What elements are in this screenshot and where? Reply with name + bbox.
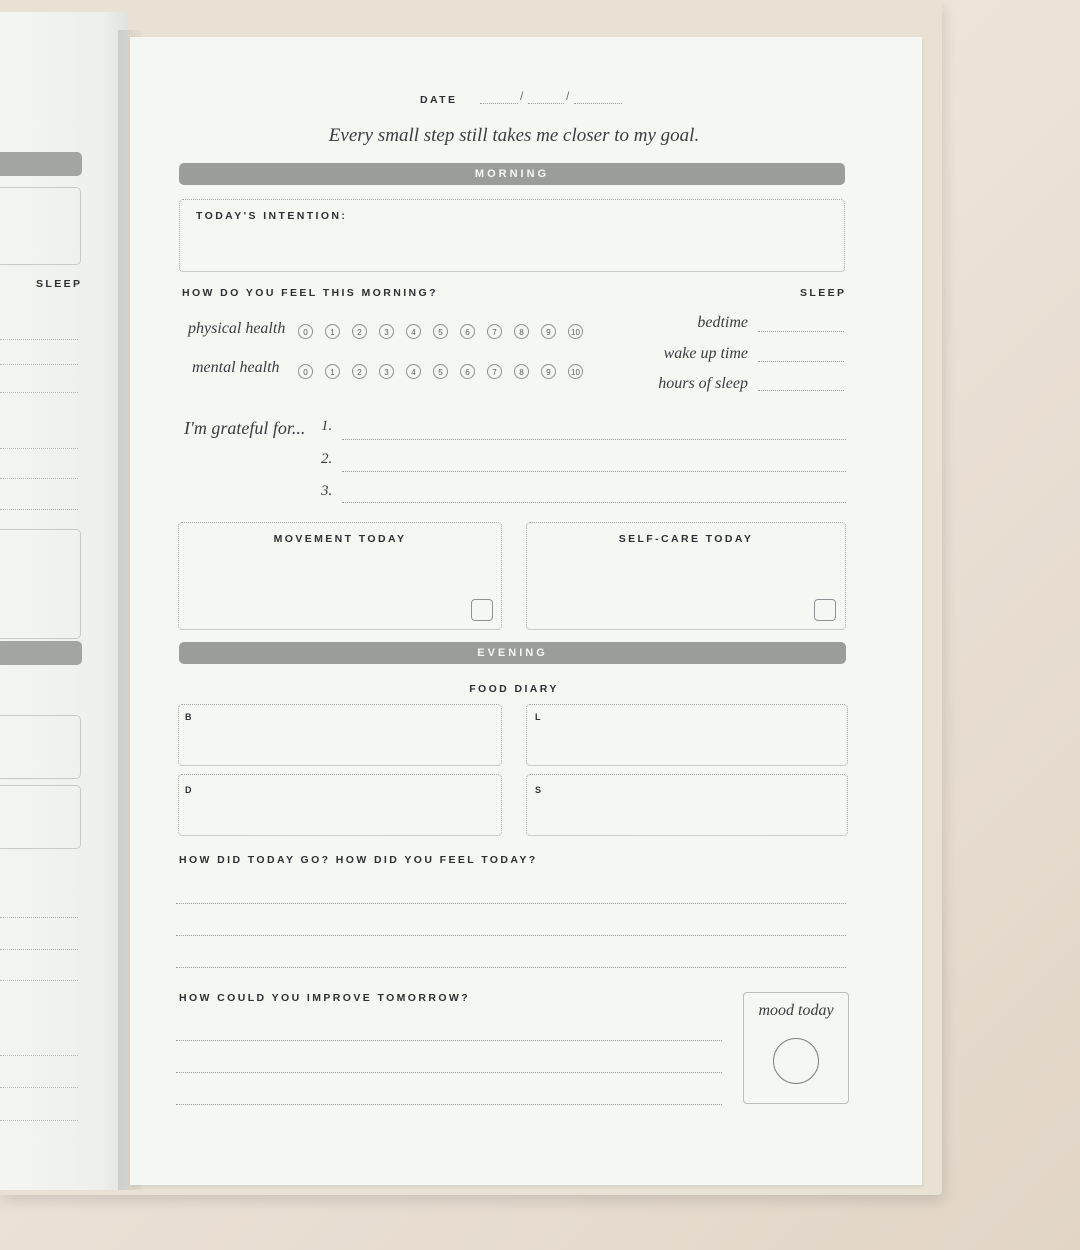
- left-page-line: [0, 478, 78, 479]
- evening-section-bar: EVENING: [179, 642, 846, 664]
- hours-of-sleep-label: hours of sleep: [658, 375, 748, 392]
- mental-health-label: mental health: [192, 359, 280, 376]
- rating-option[interactable]: 9: [541, 364, 556, 379]
- rating-option[interactable]: 3: [379, 324, 394, 339]
- left-page-food-box: [0, 715, 81, 779]
- grateful-label: I'm grateful for...: [184, 418, 306, 438]
- rating-option[interactable]: 9: [541, 324, 556, 339]
- left-page-selfcare-box: [0, 529, 81, 639]
- rating-option[interactable]: 5: [433, 324, 448, 339]
- morning-section-bar: MORNING: [179, 163, 845, 185]
- left-page-line: [0, 509, 78, 510]
- bedtime-field[interactable]: [758, 331, 844, 332]
- breakfast-label: B: [185, 712, 193, 722]
- left-page-line: [0, 1120, 78, 1121]
- left-page-line: [0, 980, 78, 981]
- journal-page: [130, 37, 922, 1185]
- dinner-box[interactable]: [178, 774, 502, 836]
- mood-today-box[interactable]: [743, 992, 849, 1104]
- grateful-line-1[interactable]: [342, 439, 846, 440]
- mood-today-label: mood today: [758, 1002, 834, 1019]
- rating-option[interactable]: 4: [406, 324, 421, 339]
- grateful-number: 3.: [321, 483, 333, 499]
- mental-health-scale[interactable]: [298, 362, 595, 380]
- date-separator: /: [520, 89, 524, 103]
- left-page-evening-bar: [0, 641, 82, 665]
- selfcare-label: SELF-CARE TODAY: [618, 533, 754, 545]
- left-page-line: [0, 448, 78, 449]
- reflection-line-3[interactable]: [176, 967, 846, 968]
- left-page: [0, 12, 128, 1190]
- left-page-line: [0, 364, 78, 365]
- grateful-number: 1.: [321, 418, 333, 434]
- rating-option[interactable]: 10: [568, 324, 583, 339]
- bedtime-label: bedtime: [697, 314, 748, 331]
- physical-health-scale[interactable]: [298, 322, 595, 340]
- date-label: DATE: [420, 94, 458, 106]
- rating-option[interactable]: 8: [514, 324, 529, 339]
- rating-option[interactable]: 0: [298, 364, 313, 379]
- breakfast-box[interactable]: [178, 704, 502, 766]
- left-page-intention-box: [0, 187, 81, 265]
- rating-option[interactable]: 7: [487, 324, 502, 339]
- date-day-field[interactable]: [480, 103, 518, 104]
- improve-label: HOW COULD YOU IMPROVE TOMORROW?: [179, 992, 471, 1004]
- rating-option[interactable]: 6: [460, 364, 475, 379]
- mood-circle-icon[interactable]: [773, 1038, 819, 1084]
- rating-option[interactable]: 1: [325, 324, 340, 339]
- quote-text: Every small step still takes me closer to my goal.: [328, 125, 700, 146]
- left-page-sleep-label: SLEEP: [36, 278, 83, 290]
- rating-option[interactable]: 4: [406, 364, 421, 379]
- grateful-line-2[interactable]: [342, 471, 846, 472]
- left-page-morning-bar: [0, 152, 82, 176]
- improve-line-2[interactable]: [176, 1072, 722, 1073]
- snacks-box[interactable]: [526, 774, 848, 836]
- lunch-box[interactable]: [526, 704, 848, 766]
- left-page-line: [0, 949, 78, 950]
- left-page-line: [0, 1087, 78, 1088]
- left-page-line: [0, 339, 78, 340]
- intention-label: TODAY'S INTENTION:: [196, 210, 348, 222]
- hours-of-sleep-field[interactable]: [758, 390, 844, 391]
- improve-line-3[interactable]: [176, 1104, 722, 1105]
- grateful-number: 2.: [321, 451, 333, 467]
- selfcare-checkbox[interactable]: [814, 599, 836, 621]
- movement-label: MOVEMENT TODAY: [273, 533, 407, 545]
- movement-checkbox[interactable]: [471, 599, 493, 621]
- reflection-line-2[interactable]: [176, 935, 846, 936]
- lunch-label: L: [535, 712, 542, 722]
- left-page-line: [0, 392, 78, 393]
- intention-box[interactable]: [179, 199, 845, 272]
- dinner-label: D: [185, 785, 193, 795]
- grateful-line-3[interactable]: [342, 502, 846, 503]
- rating-option[interactable]: 1: [325, 364, 340, 379]
- reflection-line-1[interactable]: [176, 903, 846, 904]
- rating-option[interactable]: 6: [460, 324, 475, 339]
- food-diary-label: FOOD DIARY: [469, 683, 559, 695]
- physical-health-label: physical health: [188, 320, 286, 337]
- date-year-field[interactable]: [574, 103, 622, 104]
- rating-option[interactable]: 2: [352, 324, 367, 339]
- movement-box[interactable]: [178, 522, 502, 630]
- wake-up-time-label: wake up time: [663, 345, 748, 362]
- rating-option[interactable]: 2: [352, 364, 367, 379]
- wake-up-time-field[interactable]: [758, 361, 844, 362]
- improve-line-1[interactable]: [176, 1040, 722, 1041]
- date-month-field[interactable]: [528, 103, 564, 104]
- feel-label: HOW DO YOU FEEL THIS MORNING?: [182, 287, 438, 299]
- rating-option[interactable]: 10: [568, 364, 583, 379]
- rating-option[interactable]: 0: [298, 324, 313, 339]
- rating-option[interactable]: 8: [514, 364, 529, 379]
- left-page-food-box: [0, 785, 81, 849]
- left-page-line: [0, 1055, 78, 1056]
- how-did-today-go-label: HOW DID TODAY GO? HOW DID YOU FEEL TODAY?: [179, 854, 538, 866]
- rating-option[interactable]: 3: [379, 364, 394, 379]
- selfcare-box[interactable]: [526, 522, 846, 630]
- snacks-label: S: [535, 785, 543, 795]
- rating-option[interactable]: 7: [487, 364, 502, 379]
- sleep-label: SLEEP: [800, 287, 847, 299]
- left-page-line: [0, 917, 78, 918]
- date-separator: /: [566, 89, 570, 103]
- rating-option[interactable]: 5: [433, 364, 448, 379]
